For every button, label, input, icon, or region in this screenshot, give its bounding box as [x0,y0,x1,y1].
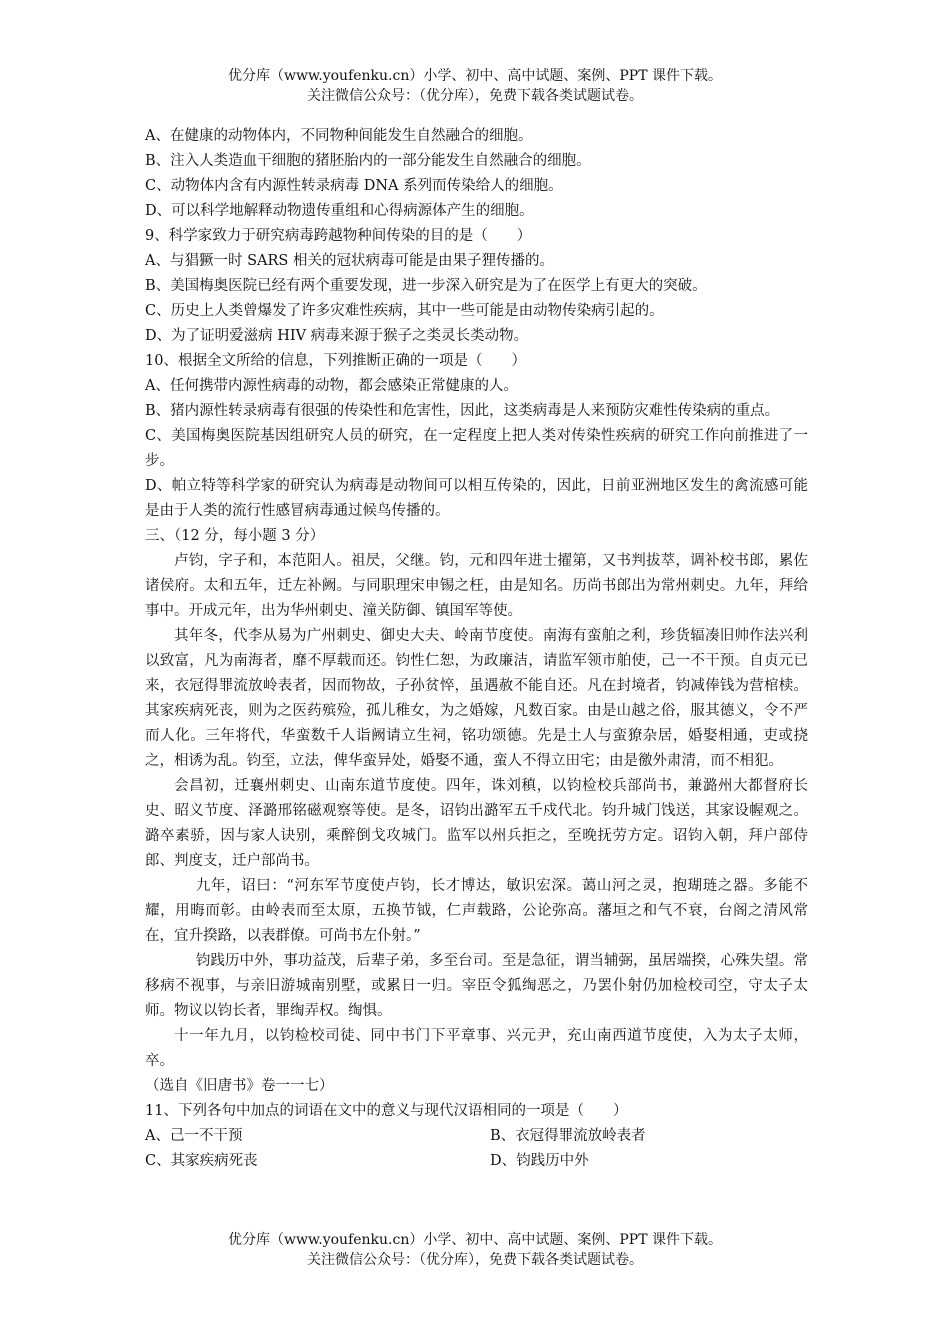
q10-option-b: B、猪内源性转录病毒有很强的传染性和危害性，因此，这类病毒是人来预防灾难性传染病的重点。 [145,403,780,419]
q9-stem: 9、科学家致力于研究病毒跨越物种间传染的目的是（ ） [145,228,532,244]
q8-option-c: C、动物体内含有内源性转录病毒 DNA 系列而传染给人的细胞。 [145,178,563,194]
q10-stem: 10、根据全文所给的信息，下列推断正确的一项是（ ） [145,353,526,369]
passage-paragraph-4: 九年，诏曰：“河东军节度使卢钧，长才博达，敏识宏深。蔼山河之灵，抱瑚琏之器。多能不耀，用晦而彰。由岭表而至太原，五换节钺，仁声载路，公论弥高。藩垣之和气不衰，台阁之清风常在，宜升揆路，以表群僚。可尚书左仆射。” [145,878,808,944]
q10-option-d: D、帕立特等科学家的研究认为病毒是动物间可以相互传染的，因此，日前亚洲地区发生的禽流感可能是由于人类的流行性感冒病毒通过候鸟传播的。 [145,478,808,519]
q8-option-b: B、注入人类造血干细胞的猪胚胎内的一部分能发生自然融合的细胞。 [145,153,591,169]
passage-source: （选自《旧唐书》卷一一七） [145,1078,334,1094]
footer-line-2: 关注微信公众号：（优分库），免费下载各类试题试卷。 [307,1252,643,1268]
q11-options-row-1 [145,1124,808,1149]
document-body [145,124,808,1174]
q10-option-c: C、美国梅奥医院基因组研究人员的研究，在一定程度上把人类对传染性疾病的研究工作向前推进了一步。 [145,428,808,469]
q11-options-row-2 [145,1149,808,1174]
q8-option-d: D、可以科学地解释动物遗传重组和心得病源体产生的细胞。 [145,203,534,219]
page-footer [0,1230,950,1270]
q9-option-a: A、与猖獗一时 SARS 相关的冠状病毒可能是由果子狸传播的。 [145,253,554,269]
q9-option-c: C、历史上人类曾爆发了许多灾难性疾病，其中一些可能是由动物传染病引起的。 [145,303,664,319]
passage-paragraph-1: 卢钧，字子和，本范阳人。祖昃，父继。钧，元和四年进士擢第，又书判拔萃，调补校书郎，累佐诸侯府。太和五年，迁左补阙。与同职理宋申锡之枉，由是知名。历尚书郎出为常州刺史。九年，拜给事中。开成元年，出为华州刺史、潼关防御、镇国军等使。 [145,553,808,619]
footer-line-1: 优分库（www.youfenku.cn）小学、初中、高中试题、案例、PPT 课件下载。 [227,1232,722,1248]
q11-option-b: B、衣冠得罪流放岭表者 [490,1128,646,1144]
q11-stem: 11、下列各句中加点的词语在文中的意义与现代汉语相同的一项是（ ） [145,1103,628,1119]
passage-paragraph-3: 会昌初，迁襄州刺史、山南东道节度使。四年，诛刘稹，以钧检校兵部尚书，兼潞州大都督府长史、昭义节度、泽潞邢铭磁观察等使。是冬，诏钧出潞军五千戍代北。钧升城门饯送，其家设幄观之。潞卒素骄，因与家人诀别，乘醉倒戈攻城门。监军以州兵拒之，至晚抚劳方定。诏钧入朝，拜户部侍郎、判度支，迁户部尚书。 [145,778,808,869]
q10-option-a: A、任何携带内源性病毒的动物，都会感染正常健康的人。 [145,378,518,394]
header-line-2: 关注微信公众号：（优分库），免费下载各类试题试卷。 [307,88,643,104]
q11-option-d: D、钧践历中外 [490,1153,589,1169]
q8-option-a: A、在健康的动物体内，不同物种间能发生自然融合的细胞。 [145,128,533,144]
q11-option-c: C、其家疾病死丧 [145,1153,258,1169]
page-header [0,66,950,106]
passage-paragraph-2: 其年冬，代李从易为广州刺史、御史大夫、岭南节度使。南海有蛮舶之利，珍货辐凑旧帅作法兴利以致富，凡为南海者，靡不厚载而还。钧性仁恕，为政廉洁，请监军领市舶使，己一不干预。自贞元已来，衣冠得罪流放岭表者，因而物故，子孙贫悴，虽遇赦不能自还。凡在封境者，钧减俸钱为营棺椟。其家疾病死丧，则为之医药殡殓，孤儿稚女，为之婚嫁，凡数百家。由是山越之俗，服其德义，令不严而人化。三年将代，华蛮数千人诣阙请立生祠，铭功颂德。先是土人与蛮獠杂居，婚娶相通，吏或挠之，相诱为乱。钧至，立法，俾华蛮异处，婚娶不通，蛮人不得立田宅；由是徼外肃清，而不相犯。 [145,628,808,769]
section-3-title: 三、（12 分，每小题 3 分） [145,528,325,544]
q9-option-d: D、为了证明爱滋病 HIV 病毒来源于猴子之类灵长类动物。 [145,328,529,344]
q9-option-b: B、美国梅奥医院已经有两个重要发现，进一步深入研究是为了在医学上有更大的突破。 [145,278,707,294]
passage-paragraph-6: 十一年九月，以钧检校司徒、同中书门下平章事、兴元尹，充山南西道节度使，入为太子太师，卒。 [145,1028,808,1069]
header-line-1: 优分库（www.youfenku.cn）小学、初中、高中试题、案例、PPT 课件下载。 [227,68,722,84]
passage-paragraph-5: 钧践历中外，事功益茂，后辈子弟，多至台司。至是急征，谓当辅弼，虽居端揆，心殊失望。常移病不视事，与亲旧游城南别墅，或累日一归。宰臣令狐绹恶之，乃罢仆射仍加检校司空，守太子太师。物议以钧长者，罪绹弄权。绹惧。 [145,953,808,1019]
q11-option-a: A、己一不干预 [145,1128,243,1144]
